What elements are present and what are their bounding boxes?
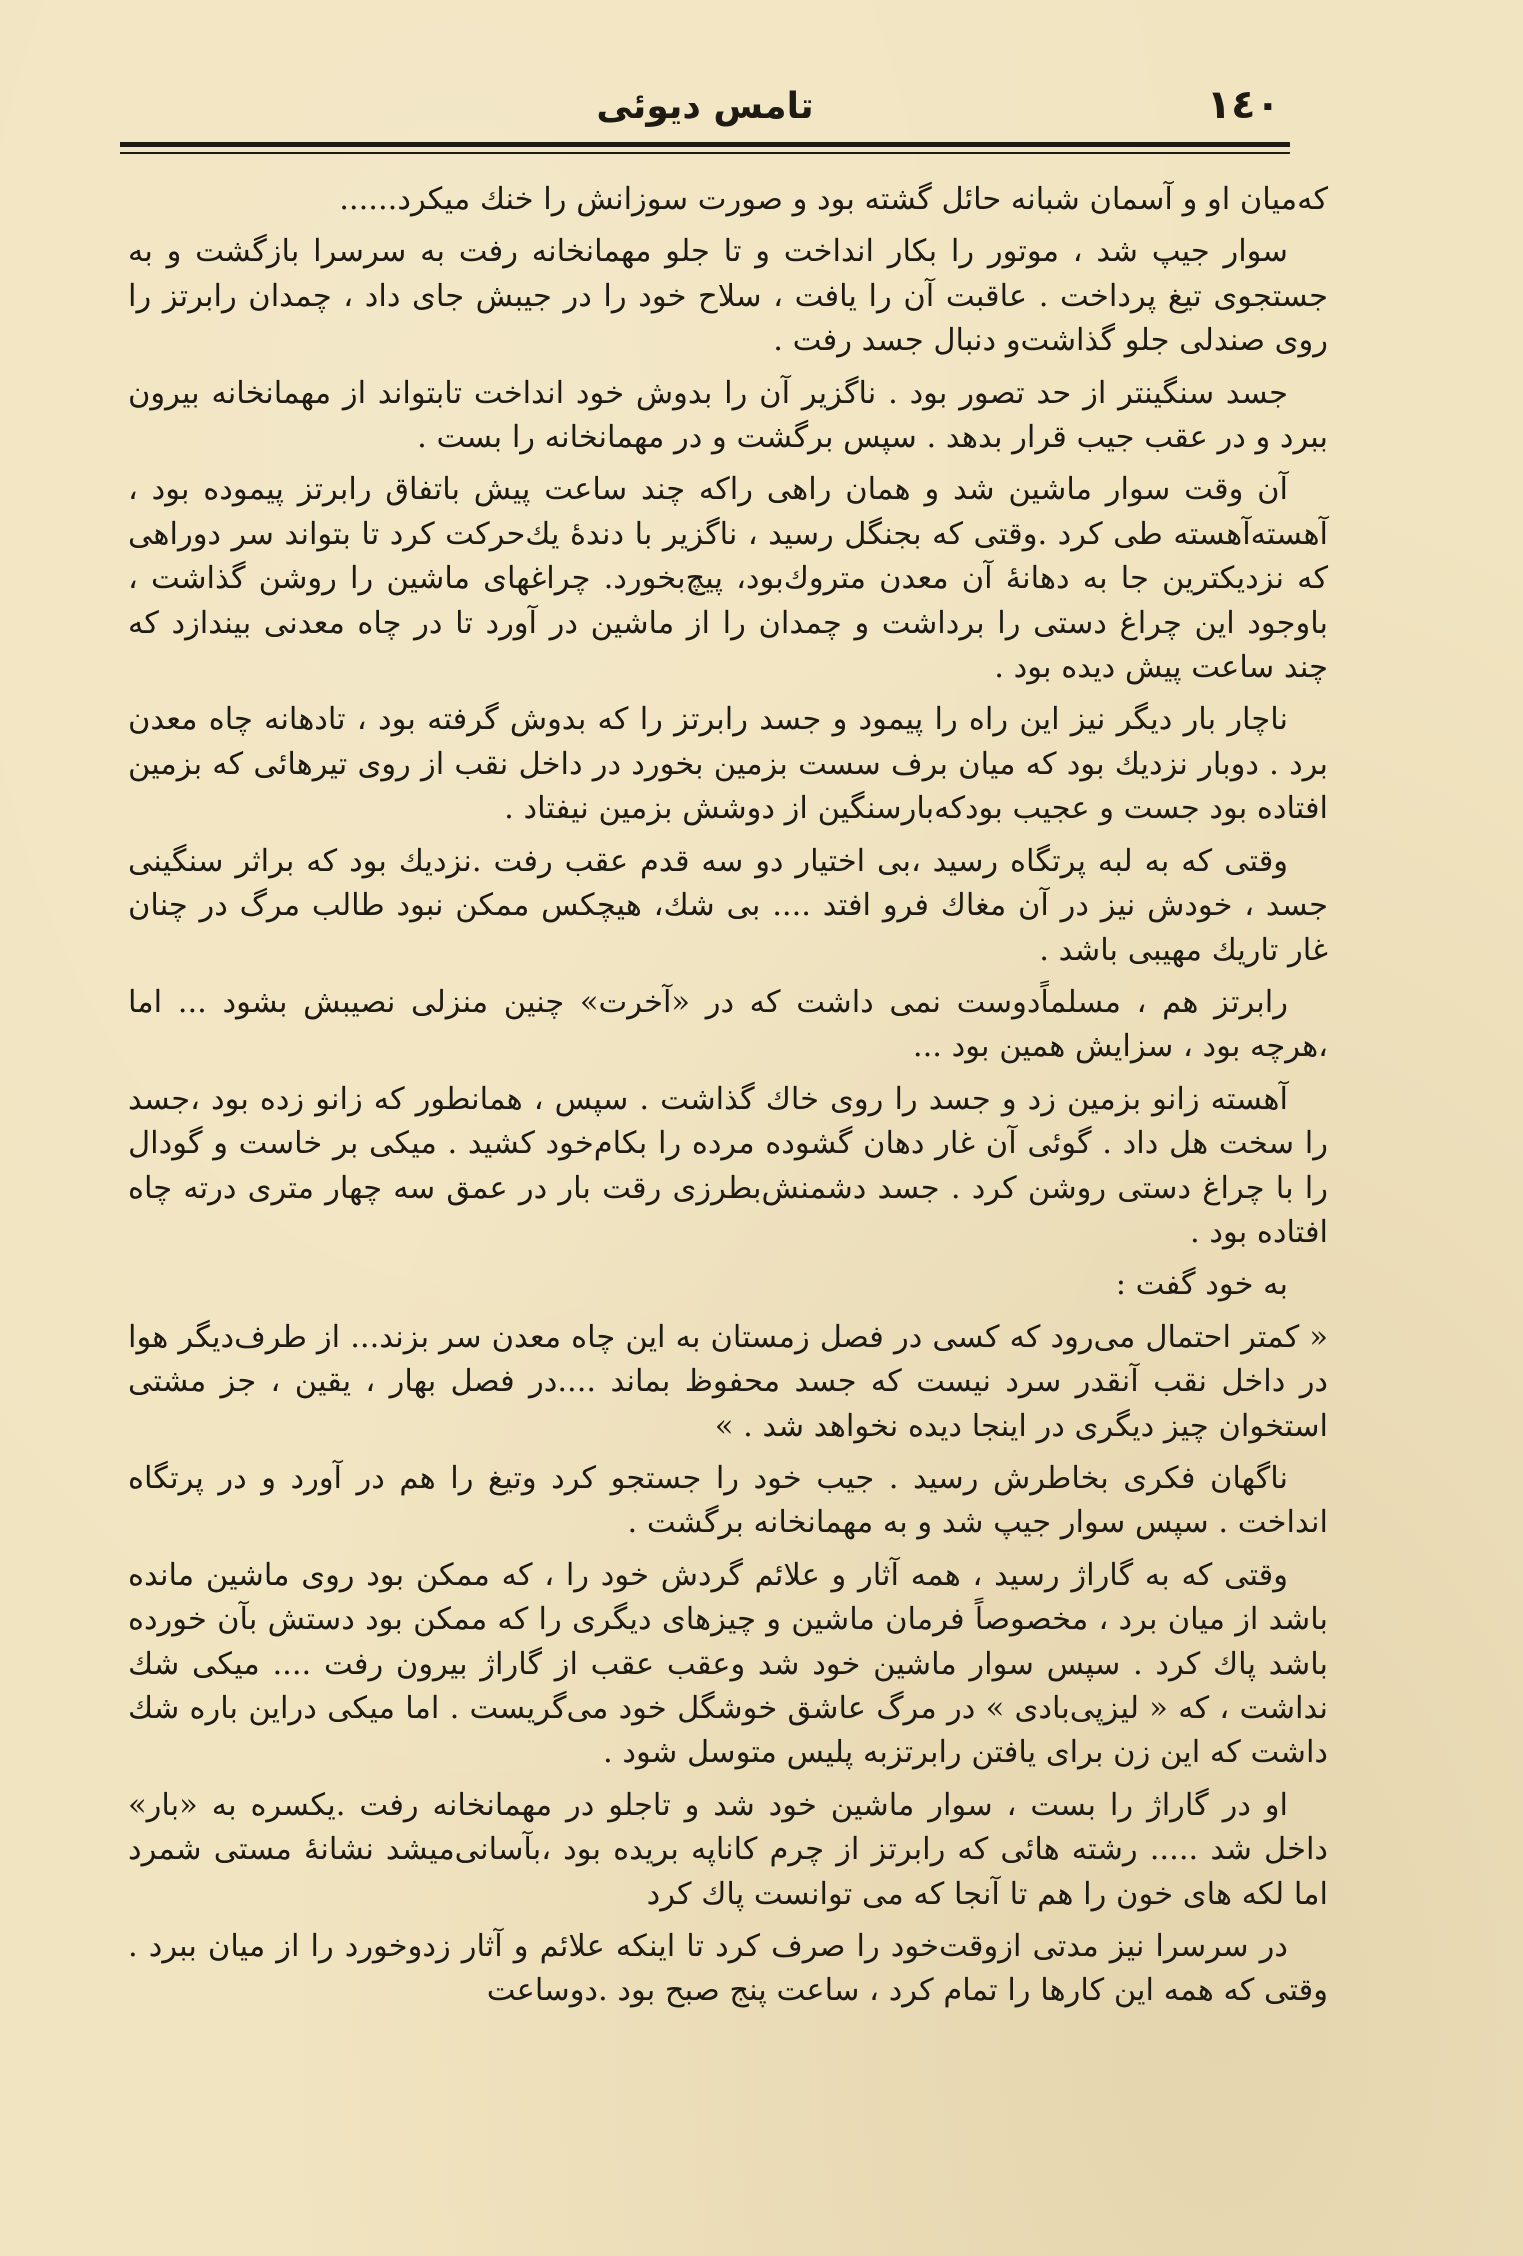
paragraph: ناچار بار دیگر نیز این راه را پیمود و جسد رابرتز را که بدوش گرفته بود ، تادهانه چاه معدن برد . دوبار نزدیك بود که میان برف سست بزمین بخورد در داخل نقب از روی تیرهائی که بزمین افتاده بود جست و عجیب بودکه‌بارسنگین از دوشش بزمین نیفتاد .	[128, 702, 1328, 827]
quoted-paragraph: « کمتر احتمال می‌رود که کسی در فصل زمستان به این چاه معدن سر بزند... از طرف‌دیگر هوا در داخل نقب آنقدر سرد نیست که جسد محفوظ بماند ....در فصل بهار ، یقین ، جز مشتی استخوان چیز دیگری در اینجا دیده نخواهد شد . »	[128, 1319, 1328, 1444]
paragraph: ناگهان فکری بخاطرش رسید . جیب خود را جستجو کرد وتیغ را هم در آورد و در پرتگاه انداخت . سپس سوار جیپ شد و به مهمانخانه برگشت .	[128, 1460, 1328, 1541]
paragraph: آهسته زانو بزمین زد و جسد را روی خاك گذاشت . سپس ، همانطور که زانو زده بود ،جسد را سخت هل داد . گوئی آن غار دهان گشوده مرده را بکام‌خود کشید . میکی بر خاست و گودال را با چراغ دستی روشن کرد . جسد دشمنش‌بطرزی رقت بار در عمق سه چهار متری درته چاه افتاده بود .	[128, 1081, 1328, 1250]
page-number: ۱٤۰	[1206, 82, 1280, 128]
header-rule-thick	[120, 142, 1290, 147]
paragraph: وقتی که به گاراژ رسید ، همه آثار و علائم گردش خود را ، که ممکن بود روی ماشین مانده باشد از میان برد ، مخصوصاً فرمان ماشین و چیزهای دیگری را که ممکن بود دستش بآن خورده باشد پاك کرد . سپس سوار ماشین خود شد وعقب عقب از گاراژ بیرون رفت .... میکی شك نداشت ، که « لیزپی‌بادی » در مرگ عاشق خوشگل خود می‌گریست . اما میکی دراین باره شك داشت که این زن برای یافتن رابرتزبه پلیس متوسل شود .	[128, 1557, 1328, 1771]
paragraph: جسد سنگینتر از حد تصور بود . ناگزیر آن را بدوش خود انداخت تابتواند از مهمانخانه بیرون ببرد و در عقب جیب قرار بدهد . سپس برگشت و در مهمانخانه را بست .	[128, 375, 1328, 456]
body-text	[128, 178, 1328, 2022]
paragraph: که‌میان او و آسمان شبانه حائل گشته بود و صورت سوزانش را خنك میکرد......	[339, 182, 1328, 217]
paragraph: به خود گفت :	[1115, 1267, 1288, 1303]
paragraph: رابرتز هم ، مسلماًدوست نمی داشت که در «آخرت» چنین منزلی نصیبش بشود ... اما ،هرچه بود ، سزایش همین بود ...	[128, 984, 1328, 1065]
paragraph: او در گاراژ را بست ، سوار ماشین خود شد و تاجلو در مهمانخانه رفت .یکسره به «بار» داخل شد ..... رشته هائی که رابرتز از چرم کاناپه بریده بود ،بآسانی‌میشد نشانهٔ مستی شمرد اما لکه های خون را هم تا آنجا که می توانست پاك کرد	[128, 1787, 1328, 1912]
paragraph: سوار جیپ شد ، موتور را بکار انداخت و تا جلو مهمانخانه رفت به سرسرا بازگشت و به جستجوی تیغ پرداخت . عاقبت آن را یافت ، سلاح خود را در جیبش جای داد ، چمدان رابرتز را روی صندلی جلو گذاشت‌و دنبال جسد رفت .	[128, 234, 1328, 359]
paragraph: وقتی که به لبه پرتگاه رسید ،بی اختیار دو سه قدم عقب رفت .نزدیك بود که براثر سنگینی جسد ، خودش نیز در آن مغاك فرو افتد .... بی شك، هیچکس ممکن نبود طالب مرگ در چنان غار تاریك مهیبی باشد .	[128, 843, 1328, 968]
paragraph: در سرسرا نیز مدتی ازوقت‌خود را صرف کرد تا اینکه علائم و آثار زدوخورد را از میان ببرد . وقتی که همه این کارها را تمام کرد ، ساعت پنج صبح بود .دوساعت	[128, 1929, 1328, 2009]
running-title: تامس دیوئی	[596, 86, 814, 127]
page-header	[120, 82, 1290, 142]
header-rule-thin	[120, 152, 1290, 154]
paragraph: آن وقت سوار ماشین شد و همان راهی راکه چند ساعت پیش باتفاق رابرتز پیموده بود ، آهسته‌آهسته طی کرد .وقتی که بجنگل رسید ، ناگزیر با دندهٔ یك‌حرکت کرد تا بتواند سر دوراهی که نزدیکترین جا به دهانهٔ آن معدن متروك‌بود، پیچ‌بخورد. چراغهای ماشین را روشن گذاشت ، باوجود این چراغ دستی را برداشت و چمدان را از ماشین در آورد تا در چاه معدنی بیندازد که چند ساعت پیش دیده بود .	[128, 472, 1328, 686]
